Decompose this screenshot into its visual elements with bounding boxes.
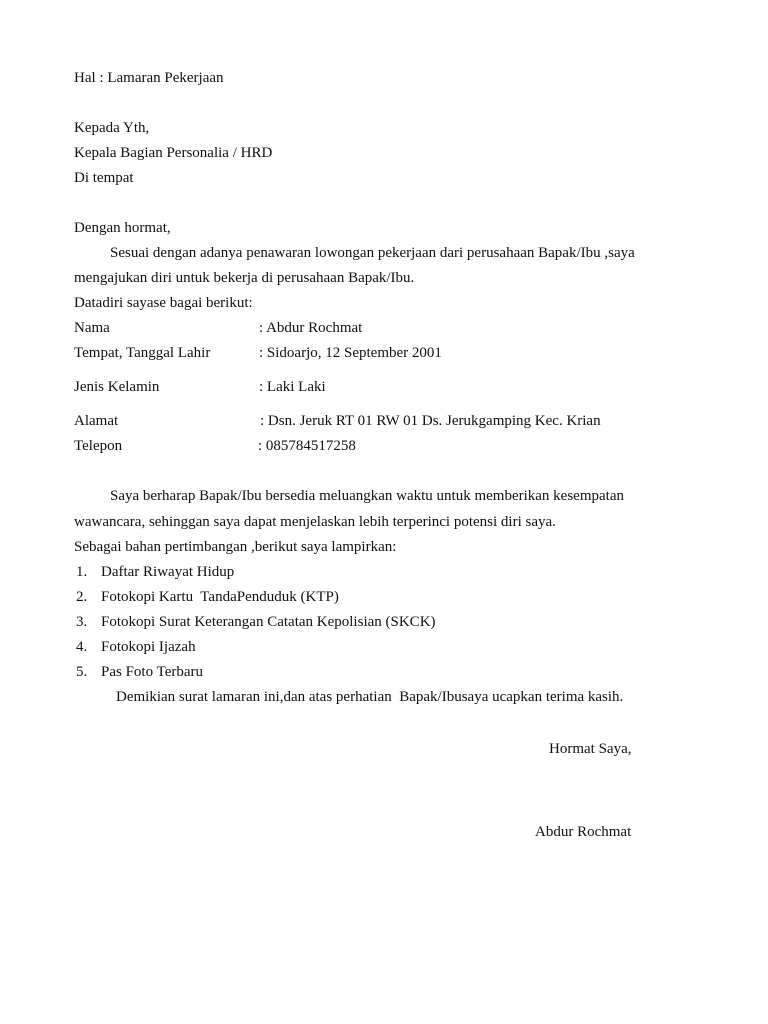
personal-data-value: : Dsn. Jeruk RT 01 RW 01 Ds. Jerukgamping Kec. Krian bbox=[260, 413, 601, 429]
list-item-number: 5. bbox=[76, 664, 88, 680]
recipient-line-1: Kepada Yth, bbox=[74, 120, 150, 136]
closing-sentence: Demikian surat lamaran ini,dan atas perhatian Bapak/Ibusaya ucapkan terima kasih. bbox=[116, 689, 624, 705]
sign-off: Hormat Saya, bbox=[549, 741, 632, 757]
list-item-number: 1. bbox=[76, 564, 88, 580]
body-line-3: Sebagai bahan pertimbangan ,berikut saya lampirkan: bbox=[74, 539, 397, 555]
intro-line-2: mengajukan diri untuk bekerja di perusahaan Bapak/Ibu. bbox=[74, 270, 415, 286]
personal-data-label: Nama bbox=[74, 320, 110, 336]
list-item-number: 3. bbox=[76, 614, 88, 630]
personal-data-label: Telepon bbox=[74, 438, 123, 454]
letter-subject: Hal : Lamaran Pekerjaan bbox=[74, 70, 224, 86]
intro-line-3: Datadiri sayase bagai berikut: bbox=[74, 295, 253, 311]
personal-data-label: Tempat, Tanggal Lahir bbox=[74, 345, 211, 361]
list-item: Fotokopi Surat Keterangan Catatan Kepolisian (SKCK) bbox=[101, 614, 436, 630]
body-line-2: wawancara, sehinggan saya dapat menjelaskan lebih terperinci potensi diri saya. bbox=[74, 514, 556, 530]
list-item: Fotokopi Ijazah bbox=[101, 639, 196, 655]
recipient-line-3: Di tempat bbox=[74, 170, 134, 186]
list-item: Daftar Riwayat Hidup bbox=[101, 564, 235, 580]
intro-line-1: Sesuai dengan adanya penawaran lowongan pekerjaan dari perusahaan Bapak/Ibu ,saya bbox=[110, 245, 635, 261]
body-line-1: Saya berharap Bapak/Ibu bersedia meluangkan waktu untuk memberikan kesempatan bbox=[110, 488, 624, 504]
personal-data-label: Jenis Kelamin bbox=[74, 379, 160, 395]
personal-data-value: : 085784517258 bbox=[258, 438, 356, 454]
personal-data-value: : Abdur Rochmat bbox=[259, 320, 363, 336]
list-item: Pas Foto Terbaru bbox=[101, 664, 203, 680]
list-item-number: 4. bbox=[76, 639, 88, 655]
list-item: Fotokopi Kartu TandaPenduduk (KTP) bbox=[101, 589, 339, 605]
personal-data-value: : Sidoarjo, 12 September 2001 bbox=[259, 345, 442, 361]
greeting: Dengan hormat, bbox=[74, 220, 171, 236]
signer-name: Abdur Rochmat bbox=[535, 824, 632, 840]
recipient-line-2: Kepala Bagian Personalia / HRD bbox=[74, 145, 273, 161]
personal-data-label: Alamat bbox=[74, 413, 119, 429]
list-item-number: 2. bbox=[76, 589, 88, 605]
personal-data-value: : Laki Laki bbox=[259, 379, 326, 395]
